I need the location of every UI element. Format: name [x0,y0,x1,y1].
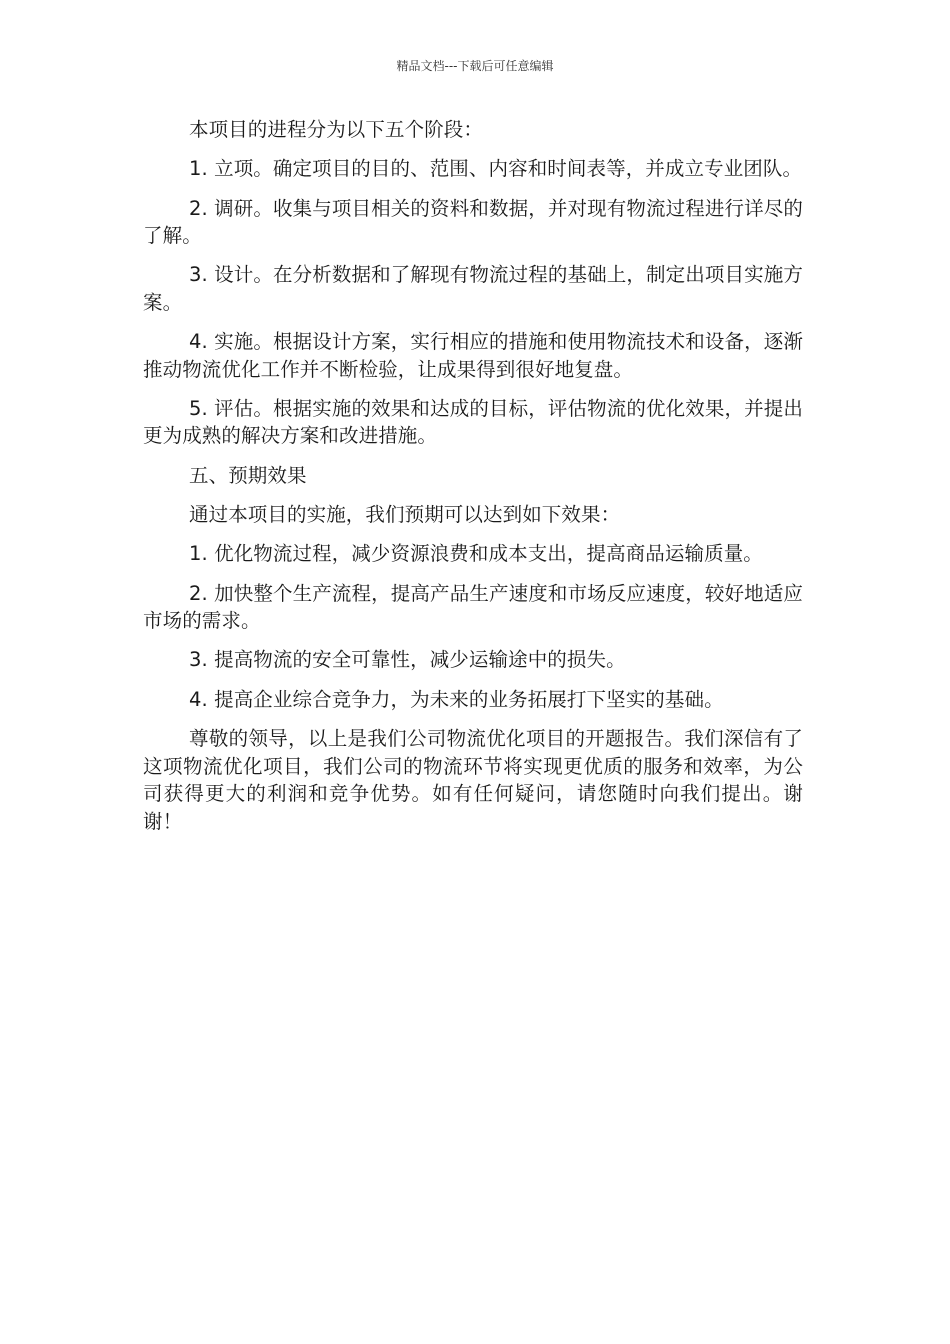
effect-2-paragraph: 2. 加快整个生产流程，提高产品生产速度和市场反应速度，较好地适应市场的需求。 [143,581,803,633]
stage-2-paragraph: 2. 调研。收集与项目相关的资料和数据，并对现有物流过程进行详尽的了解。 [143,196,803,248]
section-heading-expected-effects: 五、预期效果 [189,463,307,487]
stage-5-paragraph: 5. 评估。根据实施的效果和达成的目标，评估物流的优化效果，并提出更为成熟的解决方案和改进措施。 [143,396,803,448]
expected-effects-intro: 通过本项目的实施，我们预期可以达到如下效果： [189,503,621,527]
stage-1-paragraph: 1. 立项。确定项目的目的、范围、内容和时间表等，并成立专业团队。 [189,157,803,181]
intro-stages-paragraph: 本项目的进程分为以下五个阶段： [189,118,484,141]
document-body [143,116,803,847]
effect-3-paragraph: 3. 提高物流的安全可靠性，减少运输途中的损失。 [189,648,626,672]
stage-3-paragraph: 3. 设计。在分析数据和了解现有物流过程的基础上，制定出项目实施方案。 [143,263,803,314]
closing-paragraph: 尊敬的领导，以上是我们公司物流优化项目的开题报告。我们深信有了这项物流优化项目，我们公司的物流环节将实现更优质的服务和效率，为公司获得更大的利润和竞争优势。如有任何疑问，请您随时向我们提出。谢谢！ [143,727,803,833]
effect-1-paragraph: 1. 优化物流过程，减少资源浪费和成本支出，提高商品运输质量。 [189,542,763,566]
effect-4-paragraph: 4. 提高企业综合竞争力，为未来的业务拓展打下坚实的基础。 [189,687,724,711]
page-header: 精品文档---下载后可任意编辑 [396,59,554,73]
stage-4-paragraph: 4. 实施。根据设计方案，实行相应的措施和使用物流技术和设备，逐渐推动物流优化工作并不断检验，让成果得到很好地复盘。 [143,330,803,381]
